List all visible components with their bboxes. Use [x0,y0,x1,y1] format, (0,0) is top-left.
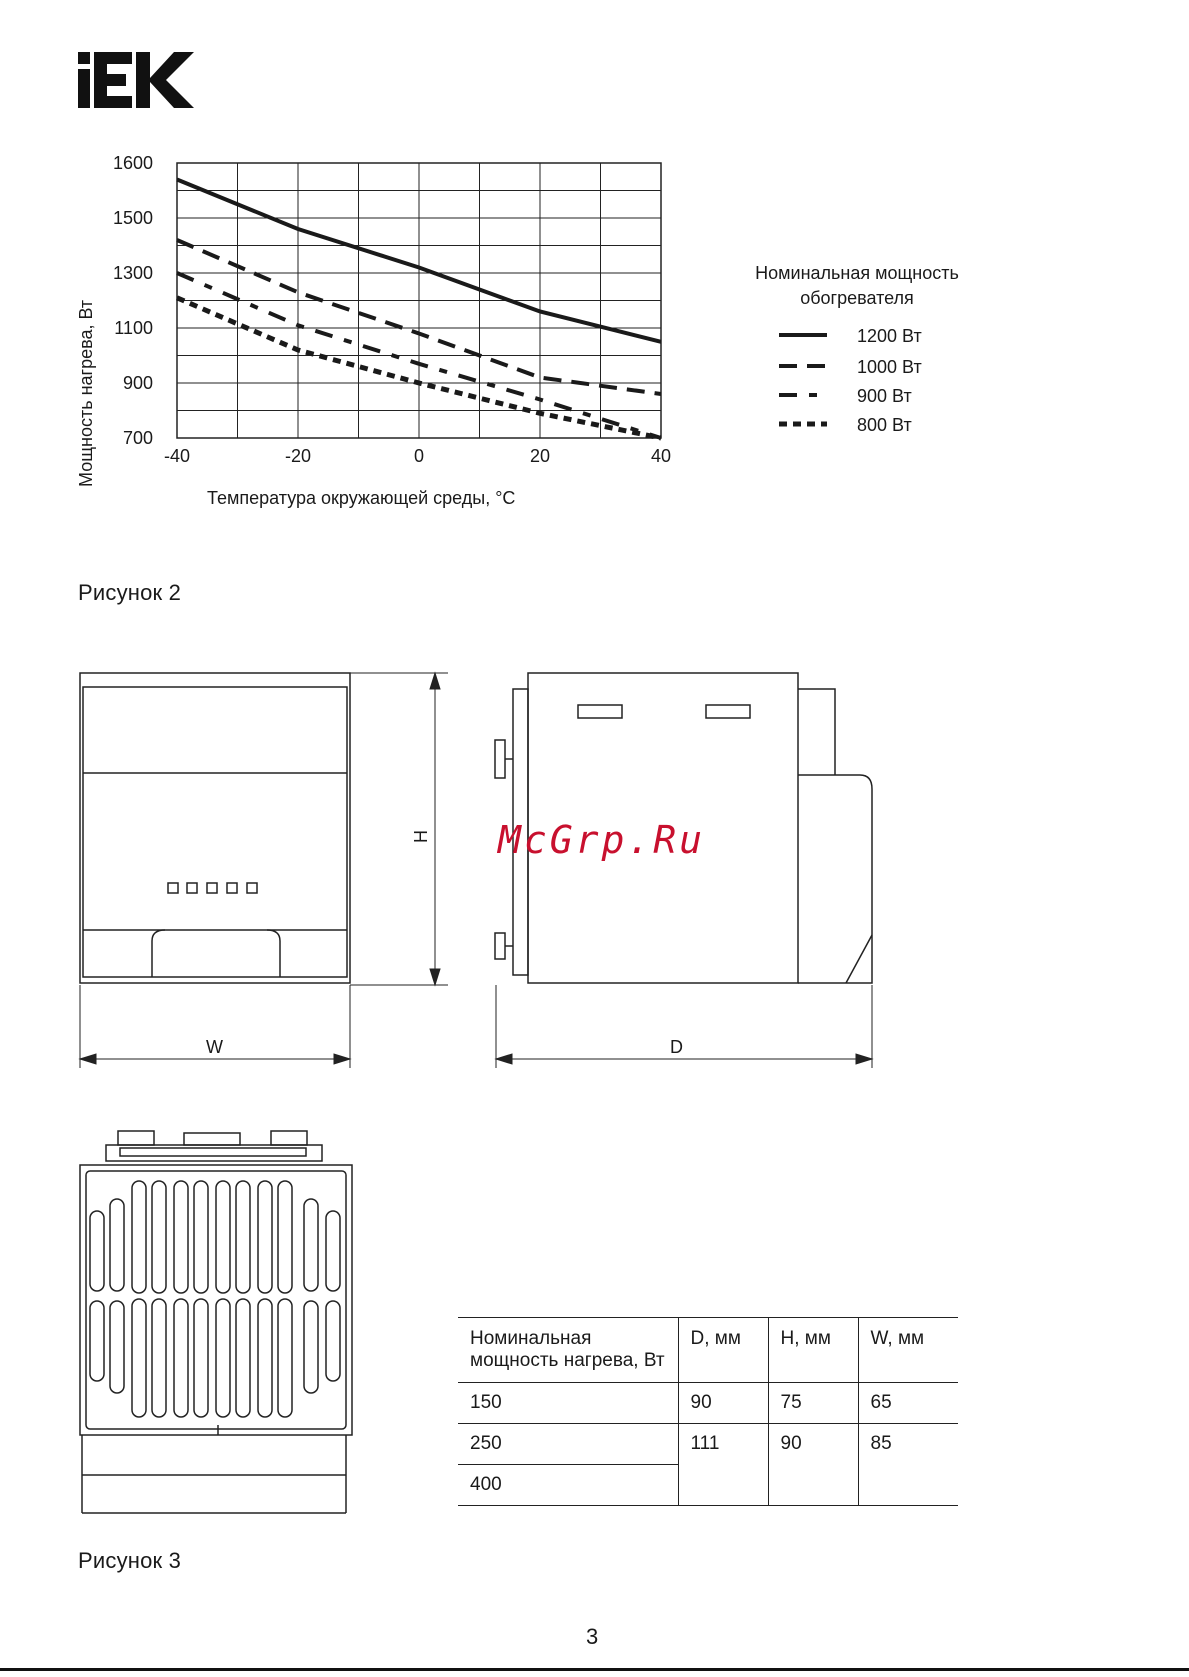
grille-slot [194,1299,208,1417]
cell-h: 90 [768,1424,858,1506]
y-tick-label: 900 [122,373,153,393]
grille-slot [278,1299,292,1417]
figure-2-caption: Рисунок 2 [78,580,182,605]
height-dimension [350,673,448,985]
header-power-line2: мощность нагрева, Вт [470,1350,665,1371]
grille-slot [90,1301,104,1381]
figure-3-caption: Рисунок 3 [78,1548,182,1573]
grille-slot [258,1181,272,1293]
page-number: 3 [586,1624,599,1649]
grille-slot [152,1181,166,1293]
legend-item-900: 900 Вт [857,386,912,406]
legend-title-line1: Номинальная мощность [755,263,959,283]
cell-w: 65 [858,1383,958,1424]
grille-slot [194,1181,208,1293]
h-dimension-label: H [411,830,431,843]
y-tick-label: 1300 [112,263,153,283]
w-dimension-label: W [206,1037,223,1057]
legend-title-line2: обогревателя [800,288,914,308]
heating-power-chart [60,155,990,565]
cell-power: 250 [458,1424,678,1465]
chart-grid [177,163,661,438]
x-tick-label: 20 [529,446,551,466]
grille-slot [152,1299,166,1417]
cell-h: 75 [768,1383,858,1424]
header-power-line1: Номинальная [470,1328,592,1349]
grille-slot [132,1181,146,1293]
d-dimension-label: D [670,1037,683,1057]
grille-slot [174,1299,188,1417]
cell-w: 85 [858,1424,958,1506]
legend-item-800: 800 Вт [857,415,912,435]
x-tick-label: -40 [163,446,191,466]
table-row [458,1383,958,1424]
grille-slot [304,1199,318,1291]
grille-slot [326,1211,340,1291]
y-tick-label: 700 [122,428,153,448]
grille-slot [216,1181,230,1293]
grille-slot [216,1299,230,1417]
y-axis-label: Мощность нагрева, Вт [76,299,96,487]
grille-slot [174,1181,188,1293]
legend-item-1000: 1000 Вт [857,357,922,377]
x-tick-label: 0 [413,446,425,466]
dimensions-table [458,1317,958,1506]
y-tick-label: 1600 [112,155,153,173]
cell-power: 150 [458,1383,678,1424]
cell-d: 90 [678,1383,768,1424]
table-header-row [458,1318,958,1383]
iek-logo [78,52,194,108]
grille-slot [90,1211,104,1291]
bottom-rule [0,1668,1189,1671]
y-tick-label: 1500 [112,208,153,228]
y-tick-label: 1100 [114,318,153,338]
chart-legend [755,263,959,435]
grille-slot [278,1181,292,1293]
watermark: McGrp.Ru [498,818,706,862]
chart-ticks [113,155,671,466]
grille-slot [304,1301,318,1393]
legend-item-1200: 1200 Вт [857,326,922,346]
depth-dimension [496,985,872,1068]
grille-slot [110,1301,124,1393]
header-power [458,1318,678,1383]
dimension-drawing [70,665,910,1085]
x-tick-label: 40 [650,446,672,466]
front-view [80,673,350,983]
grille-slot [326,1301,340,1381]
header-d: D, мм [678,1318,768,1383]
grille-slot [258,1299,272,1417]
grille-slots [90,1181,340,1417]
x-tick-label: -20 [284,446,312,466]
cell-power: 400 [458,1465,678,1506]
grille-slot [132,1299,146,1417]
grille-view [78,1125,358,1515]
table-row [458,1424,958,1465]
grille-slot [236,1181,250,1293]
grille-slot [110,1199,124,1291]
header-w: W, мм [858,1318,958,1383]
header-h: H, мм [768,1318,858,1383]
cell-d: 111 [678,1424,768,1506]
grille-slot [236,1299,250,1417]
x-axis-label: Температура окружающей среды, °С [207,488,516,508]
